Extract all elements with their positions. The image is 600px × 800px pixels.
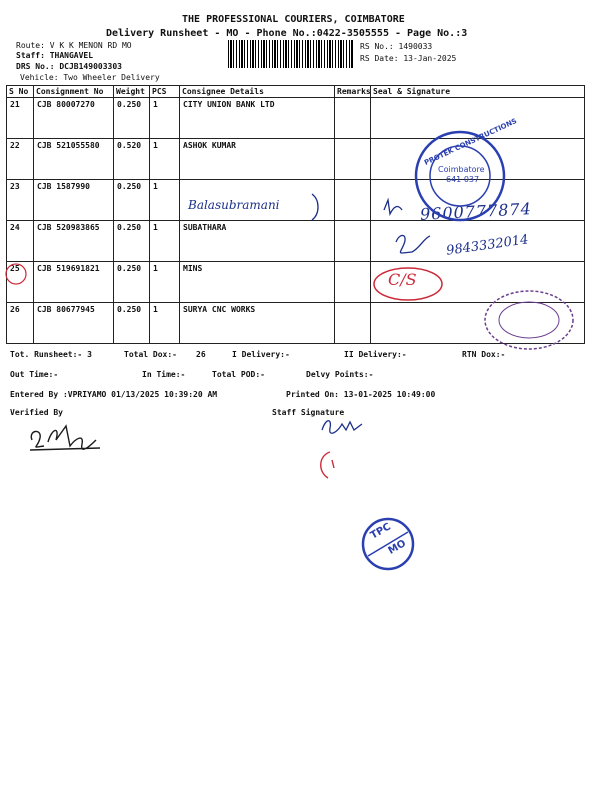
cell-weight: 0.250 [114,262,150,303]
cell-sno: 23 [7,180,34,221]
total-pod: Total POD:- [212,370,265,379]
row-23-signature-icon [380,192,420,222]
cell-weight: 0.250 [114,303,150,344]
entered-by: Entered By :VPRIYAMO 01/13/2025 10:39:20 AM [10,390,218,399]
delvy-points: Delvy Points:- [306,370,374,379]
i-delivery: I Delivery:- [232,350,290,359]
cell-consignee: CITY UNION BANK LTD [180,98,335,139]
cell-consignment: CJB 80007270 [34,98,114,139]
rs-number: RS No.: 1490033 [360,42,433,51]
cell-remarks [335,139,371,180]
vehicle-label: Vehicle: Two Wheeler Delivery [20,73,160,82]
verified-signature-icon [26,418,108,454]
rs-date: RS Date: 13-Jan-2025 [360,54,457,63]
company-title: THE PROFESSIONAL COURIERS, COIMBATORE [182,14,405,25]
tpc-stamp-text-bottom: MO [386,538,408,557]
col-sno: S No [7,86,34,98]
verified-by-label: Verified By [10,408,63,417]
col-seal: Seal & Signature [371,86,585,98]
cell-weight: 0.250 [114,180,150,221]
row-25-circle-icon [4,262,28,286]
tot-runsheet: Tot. Runsheet:- 3 [10,350,92,359]
cell-consignee: MINS [180,262,335,303]
cell-weight: 0.250 [114,221,150,262]
protek-stamp-pin: 641 037 [446,175,480,184]
col-weight: Weight [114,86,150,98]
protek-stamp-city: Coimbatore [438,165,485,174]
cell-pcs: 1 [150,98,180,139]
row-24-signature-icon [390,228,436,264]
cell-consignee: SUBATHARA [180,221,335,262]
printed-on: Printed On: 13-01-2025 10:49:00 [286,390,436,399]
cs-mark: C/S [388,270,417,289]
cell-consignee: SURYA CNC WORKS [180,303,335,344]
staff-label: Staff: THANGAVEL [16,51,94,60]
cell-sno: 26 [7,303,34,344]
cell-consignment: CJB 80677945 [34,303,114,344]
cell-consignment: CJB 521055580 [34,139,114,180]
red-mark-icon [314,448,344,482]
protek-stamp-text: PROTEK CONSTRUCTIONS [423,117,519,167]
cell-pcs: 1 [150,262,180,303]
runsheet-subtitle: Delivery Runsheet - MO - Phone No.:0422-3505555 - Page No.:3 [106,28,468,39]
total-dox-value: 26 [196,350,206,359]
col-pcs: PCS [150,86,180,98]
col-consignment: Consignment No [34,86,114,98]
table-header-row [7,86,585,98]
drs-number: DRS No.: DCJB149003303 [16,62,122,71]
in-time: In Time:- [142,370,186,379]
tpc-stamp-text-top: TPC [368,521,393,542]
handwritten-phone-1: 9600777874 [419,199,533,224]
cell-consignee: ASHOK KUMAR [180,139,335,180]
cell-remarks [335,180,371,221]
route-label: Route: V K K MENON RD MO [16,41,132,50]
cell-remarks [335,303,371,344]
cell-sno: 24 [7,221,34,262]
col-remarks: Remarks [335,86,371,98]
total-dox-label: Total Dox:- [124,350,177,359]
handwritten-name: Balasubramani [188,198,280,212]
cell-consignment: CJB 1587990 [34,180,114,221]
out-time: Out Time:- [10,370,59,379]
staff-signature-label: Staff Signature [272,408,345,417]
cell-pcs: 1 [150,180,180,221]
cell-pcs: 1 [150,221,180,262]
cell-sno: 25 [7,262,34,303]
cell-consignment: CJB 520983865 [34,221,114,262]
staff-signature-icon [318,414,368,438]
cell-sno: 22 [7,139,34,180]
barcode [228,40,354,68]
rtn-dox: RTN Dox:- [462,350,506,359]
cell-sno: 21 [7,98,34,139]
ii-delivery: II Delivery:- [344,350,407,359]
purple-stamp-icon [482,288,576,352]
row-23-bracket-icon [308,190,322,224]
handwritten-phone-2: 9843332014 [445,232,530,259]
cell-remarks [335,221,371,262]
cell-weight: 0.520 [114,139,150,180]
cell-pcs: 1 [150,303,180,344]
cs-circle-icon [370,264,446,304]
cell-weight: 0.250 [114,98,150,139]
col-consignee: Consignee Details [180,86,335,98]
cell-remarks [335,98,371,139]
cell-consignment: CJB 519691821 [34,262,114,303]
cell-remarks [335,262,371,303]
cell-pcs: 1 [150,139,180,180]
